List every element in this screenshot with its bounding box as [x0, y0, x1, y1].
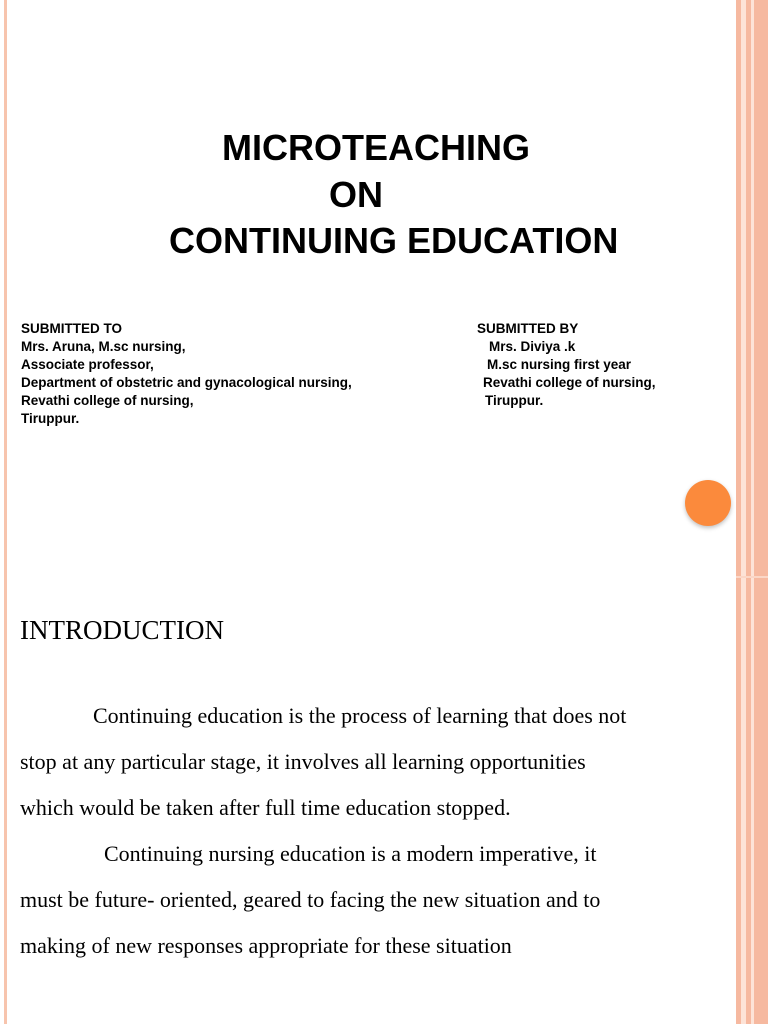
submitted-by-line: M.sc nursing first year — [487, 357, 632, 372]
title-line-1: MICROTEACHING — [222, 127, 530, 168]
submitted-to-line: Associate professor, — [21, 357, 154, 372]
title-line-2: ON — [329, 174, 383, 215]
submitted-to-line: Tiruppur. — [21, 411, 80, 426]
introduction-heading: INTRODUCTION — [20, 615, 224, 645]
submitted-to-heading: SUBMITTED TO — [21, 321, 122, 336]
slide-separator — [736, 576, 768, 578]
submitted-by-line: Mrs. Diviya .k — [489, 339, 576, 354]
submitted-by-heading: SUBMITTED BY — [477, 321, 579, 336]
orange-circle-decoration — [685, 480, 731, 526]
paragraph-line: stop at any particular stage, it involves all learning opportunities — [20, 749, 586, 774]
submitted-by-line: Revathi college of nursing, — [483, 375, 656, 390]
paragraph-line: must be future- oriented, geared to facing the new situation and to — [20, 887, 601, 912]
paragraph-line: which would be taken after full time education stopped. — [20, 795, 511, 820]
title-line-3: CONTINUING EDUCATION — [169, 220, 619, 261]
paragraph-line: making of new responses appropriate for these situation — [20, 933, 512, 958]
paragraph-line: Continuing nursing education is a modern imperative, it — [104, 841, 597, 866]
submitted-to-line: Revathi college of nursing, — [21, 393, 194, 408]
submitted-to-line: Mrs. Aruna, M.sc nursing, — [21, 339, 186, 354]
paragraph-line: Continuing education is the process of learning that does not — [93, 703, 627, 728]
submitted-to-line: Department of obstetric and gynacological nursing, — [21, 375, 352, 390]
submitted-by-line: Tiruppur. — [485, 393, 544, 408]
